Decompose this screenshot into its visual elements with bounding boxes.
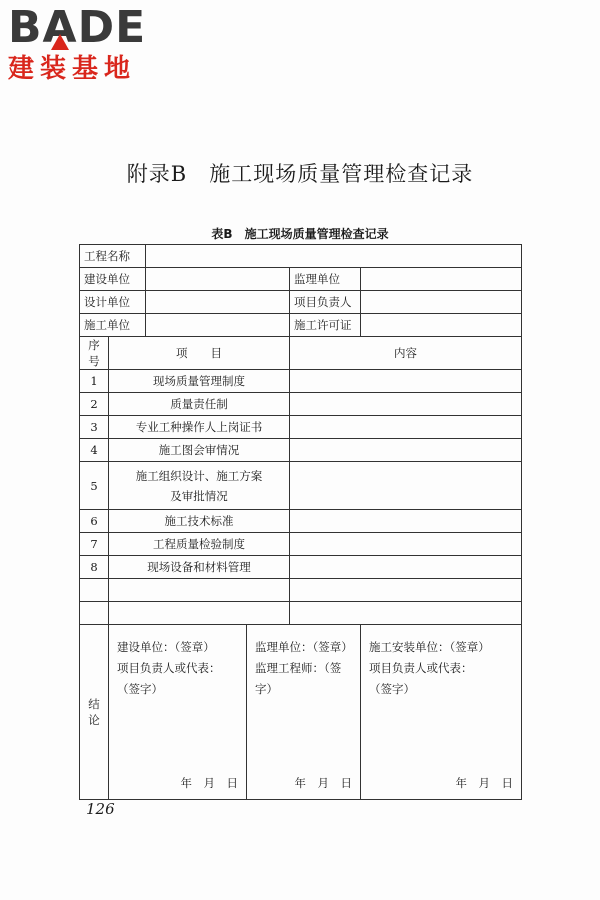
page-number: 126 (86, 800, 115, 818)
sign-date: 年 月 日 (180, 776, 238, 790)
sign-line: 监理工程师：（签字） (255, 661, 342, 696)
item-content (290, 510, 522, 533)
label-permit: 施工许可证 (290, 314, 361, 337)
label-project-name: 工程名称 (80, 245, 146, 268)
sign-line: 项目负责人或代表： (369, 661, 473, 675)
sign-line: 建设单位：（签章） (117, 640, 215, 654)
sign-line: （签字） (117, 682, 163, 696)
item-name: 现场设备和材料管理 (109, 556, 290, 579)
label-supervision-unit: 监理单位 (290, 268, 361, 291)
item-name: 工程质量检验制度 (109, 533, 290, 556)
appendix-title: 附录B 施工现场质量管理检查记录 (126, 162, 474, 186)
header-content: 内容 (290, 337, 522, 370)
value-construction-unit (146, 268, 290, 291)
item-no: 8 (80, 556, 109, 579)
row-construction-unit (80, 268, 522, 291)
row-builder-unit (80, 314, 522, 337)
item-name-empty (109, 579, 290, 602)
item-no: 1 (80, 370, 109, 393)
item-content (290, 370, 522, 393)
label-construction-unit: 建设单位 (80, 268, 146, 291)
logo (8, 4, 178, 84)
sign-installation-unit (361, 625, 522, 800)
logo-wordmark: B A DE (8, 2, 147, 53)
item-content (290, 416, 522, 439)
item-no: 3 (80, 416, 109, 439)
table-row (80, 439, 522, 462)
sign-line: 项目负责人或代表： (117, 661, 221, 675)
item-content (290, 533, 522, 556)
table-row-empty (80, 579, 522, 602)
inspection-table (79, 244, 522, 800)
item-content (290, 393, 522, 416)
value-design-unit (146, 291, 290, 314)
conclusion-label: 结论 (80, 625, 109, 800)
label-project-leader: 项目负责人 (290, 291, 361, 314)
sign-supervision-unit (247, 625, 361, 800)
sign-construction-unit (109, 625, 247, 800)
table-row-empty (80, 602, 522, 625)
table-row (80, 393, 522, 416)
value-supervision-unit (361, 268, 522, 291)
table-row (80, 533, 522, 556)
value-permit (361, 314, 522, 337)
item-no: 6 (80, 510, 109, 533)
table-row (80, 416, 522, 439)
item-content (290, 462, 522, 510)
table-row (80, 510, 522, 533)
item-name: 施工组织设计、施工方案及审批情况 (109, 462, 290, 510)
header-seq: 序号 (80, 337, 109, 370)
logo-subtitle: 建装基地 (8, 54, 137, 84)
sign-date: 年 月 日 (455, 776, 513, 790)
table-row (80, 556, 522, 579)
item-content (290, 556, 522, 579)
item-name: 施工图会审情况 (109, 439, 290, 462)
label-builder-unit: 施工单位 (80, 314, 146, 337)
item-no: 7 (80, 533, 109, 556)
sign-line: （签字） (369, 682, 415, 696)
item-no: 4 (80, 439, 109, 462)
row-design-unit (80, 291, 522, 314)
item-content-empty (290, 579, 522, 602)
value-project-leader (361, 291, 522, 314)
item-no-empty (80, 579, 109, 602)
item-name: 施工技术标准 (109, 510, 290, 533)
conclusion-row (80, 625, 522, 800)
item-no: 5 (80, 462, 109, 510)
value-project-name (146, 245, 522, 268)
table-caption: 表B 施工现场质量管理检查记录 (211, 227, 389, 241)
item-content (290, 439, 522, 462)
item-name: 现场质量管理制度 (109, 370, 290, 393)
sign-line: 监理单位：（签章） (255, 640, 353, 654)
row-project-name (80, 245, 522, 268)
header-item: 项 目 (109, 337, 290, 370)
sign-line: 施工安装单位：（签章） (369, 640, 490, 654)
label-design-unit: 设计单位 (80, 291, 146, 314)
table-row (80, 370, 522, 393)
item-no: 2 (80, 393, 109, 416)
item-content-empty (290, 602, 522, 625)
value-builder-unit (146, 314, 290, 337)
item-name: 专业工种操作人上岗证书 (109, 416, 290, 439)
item-name-empty (109, 602, 290, 625)
table-row (80, 462, 522, 510)
item-name: 质量责任制 (109, 393, 290, 416)
item-no-empty (80, 602, 109, 625)
sign-date: 年 月 日 (294, 776, 352, 790)
header-row (80, 337, 522, 370)
